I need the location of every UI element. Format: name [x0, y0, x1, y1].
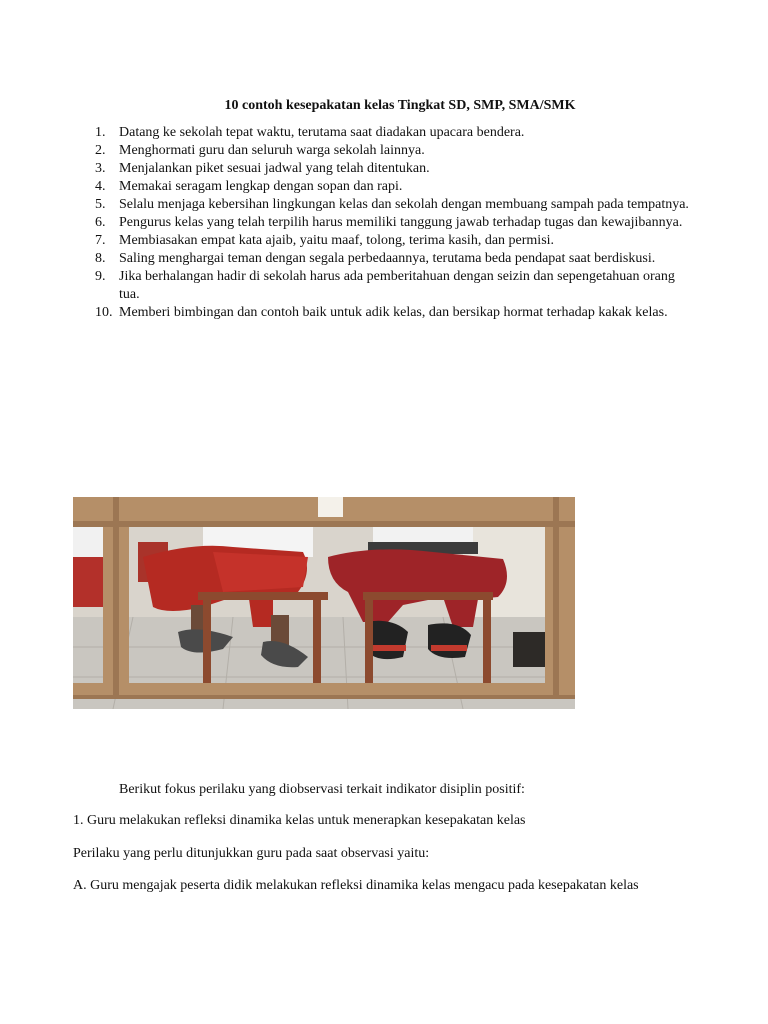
- agreement-list: [73, 124, 698, 322]
- list-text: Selalu menjaga kebersihan lingkungan kelas dan sekolah dengan membuang sampah pada tempatnya.: [119, 197, 689, 212]
- list-text: Membiasakan empat kata ajaib, yaitu maaf, tolong, terima kasih, dan permisi.: [119, 233, 555, 248]
- list-number: 8.: [95, 251, 106, 266]
- classroom-photo-illustration: [73, 497, 575, 709]
- list-number: 7.: [95, 233, 106, 248]
- list-text: Jika berhalangan hadir di sekolah harus ada pemberitahuan dengan seizin dan sepengetahuan orang tua.: [119, 269, 675, 302]
- list-item: [73, 142, 698, 160]
- list-item: [73, 124, 698, 142]
- intro-paragraph: Berikut fokus perilaku yang diobservasi terkait indikator disiplin positif:: [119, 782, 525, 797]
- list-number: 4.: [95, 179, 106, 194]
- list-text: Pengurus kelas yang telah terpilih harus memiliki tanggung jawab terhadap tugas dan kewajibannya.: [119, 215, 683, 230]
- list-text: Menjalankan piket sesuai jadwal yang telah ditentukan.: [119, 161, 430, 176]
- list-item: [73, 178, 698, 196]
- list-item: [73, 268, 698, 304]
- list-text: Memakai seragam lengkap dengan sopan dan rapi.: [119, 179, 403, 194]
- list-number: 2.: [95, 143, 106, 158]
- list-text: Menghormati guru dan seluruh warga sekolah lainnya.: [119, 143, 425, 158]
- list-number: 1.: [95, 125, 106, 140]
- point-one-paragraph: 1. Guru melakukan refleksi dinamika kelas untuk menerapkan kesepakatan kelas: [73, 813, 526, 828]
- list-text: Datang ke sekolah tepat waktu, terutama saat diadakan upacara bendera.: [119, 125, 525, 140]
- list-number: 5.: [95, 197, 106, 212]
- list-item: [73, 196, 698, 214]
- list-item: [73, 250, 698, 268]
- point-a-paragraph: A. Guru mengajak peserta didik melakukan refleksi dinamika kelas mengacu pada kesepakatan kelas: [73, 878, 639, 893]
- list-item: [73, 214, 698, 232]
- list-number: 6.: [95, 215, 106, 230]
- document-title: 10 contoh kesepakatan kelas Tingkat SD, SMP, SMA/SMK: [224, 98, 576, 113]
- list-text: Memberi bimbingan dan contoh baik untuk adik kelas, dan bersikap hormat terhadap kakak kelas.: [119, 305, 668, 320]
- list-item: [73, 160, 698, 178]
- list-number: 9.: [95, 269, 106, 284]
- list-item: [73, 232, 698, 250]
- list-number: 10.: [95, 305, 113, 320]
- classroom-photo: [73, 497, 575, 709]
- list-text: Saling menghargai teman dengan segala perbedaannya, terutama beda pendapat saat berdiskusi.: [119, 251, 656, 266]
- list-number: 3.: [95, 161, 106, 176]
- needed-behavior-paragraph: Perilaku yang perlu ditunjukkan guru pada saat observasi yaitu:: [73, 846, 430, 861]
- list-item: [73, 304, 698, 322]
